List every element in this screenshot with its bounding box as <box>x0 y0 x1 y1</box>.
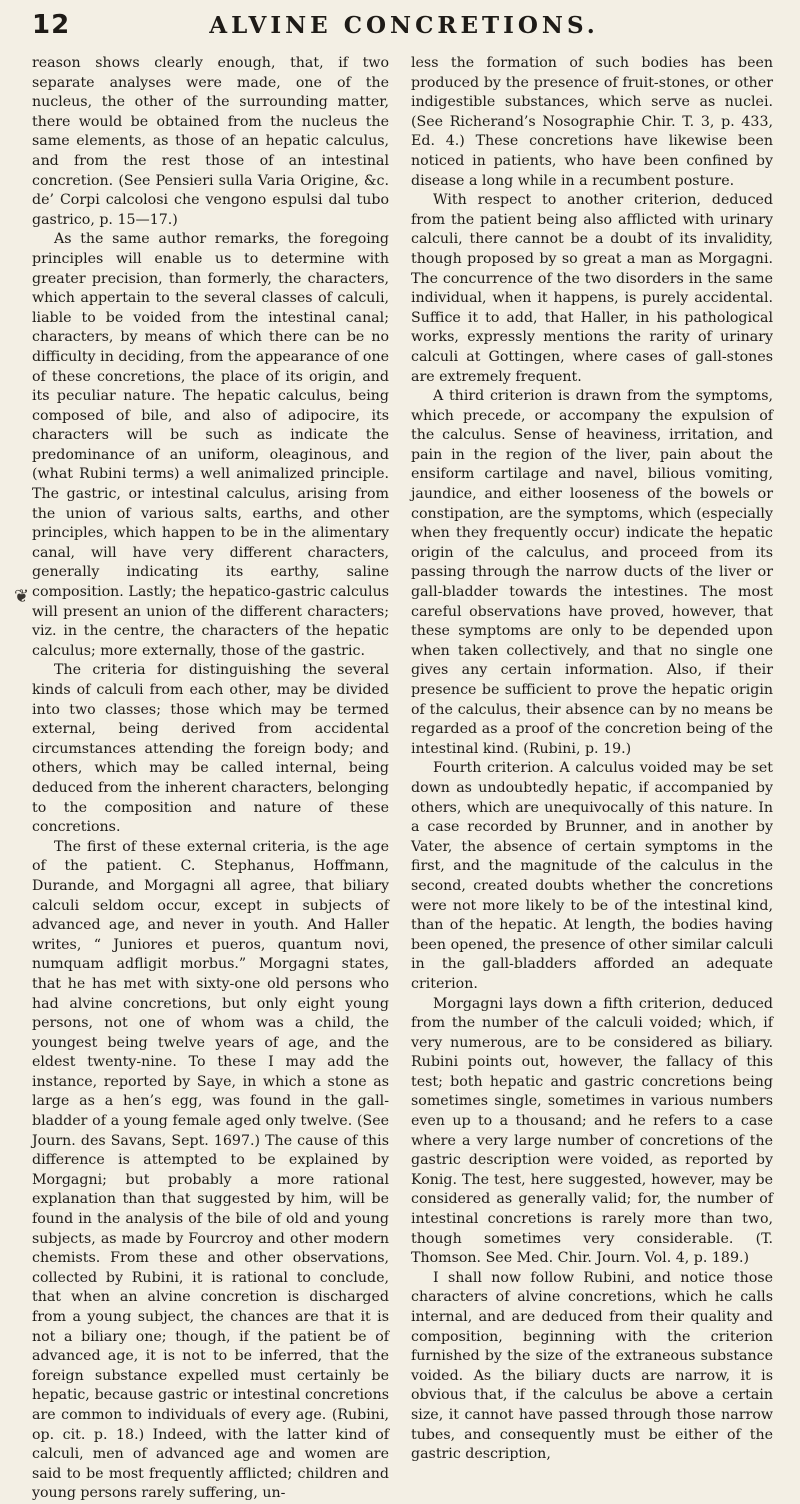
page-header <box>32 8 776 48</box>
paragraph: less the formation of such bodies has been produced by the presence of fruit-stones, or other indigestible substances, which serve as nuclei. (See Richerand’s Nosographie Chir. T. 3, p. 433, Ed. 4.) These concretions have likewise been noticed in patients, who have been confined by disease a long while in a recumbent posture. <box>411 55 773 189</box>
paragraph: As the same author remarks, the foregoing principles will enable us to determine with greater precision, than formerly, the characters, which appertain to the several classes of calculi, liable to be voided from the intestinal canal; characters, by means of which there can be no difficulty in deciding, from the appearance of one of these concretions, the place of its origin, and its peculiar nature. The hepatic calculus, being composed of bile, and also of adipocire, its characters will be such as indicate the predominance of an uniform, oleaginous, and (what Rubini terms) a well animalized principle. The gastric, or intestinal calculus, arising from the union of various salts, earths, and other principles, which happen to be in the alimentary canal, will have very different characters, generally indicating its earthy, saline composition. Lastly; the hepatico-gastric calculus will present an union of the different characters; viz. in the centre, the characters of the hepatic calculus; more externally, those of the gastric. <box>32 231 389 659</box>
left-column <box>32 54 389 1504</box>
paragraph: The first of these external criteria, is the age of the patient. C. Stephanus, Hoffmann, Durande, and Morgagni all agree, that biliary calculi seldom occur, except in subjects of advanced age, and never in youth. And Haller writes, “ Juniores et pueros, quantum novi, numquam adfligit morbus.” Morgagni states, that he has met with sixty-one old persons who had alvine concretions, but only eight young persons, not one of whom was a child, the youngest being twelve years of age, and the eldest twenty-nine. To these I may add the instance, reported by Saye, in which a stone as large as a hen’s egg, was found in the gall-bladder of a young female aged only twelve. (See Journ. des Savans, Sept. 1697.) The cause of this difference is attempted to be explained by Morgagni; but probably a more rational explanation than that suggested by him, will be found in the analysis of the bile of old and young subjects, as made by Fourcroy and other modern chemists. From these and other observations, collected by Rubini, it is rational to conclude, that when an alvine concretion is discharged from a young subject, the chances are that it is not a biliary one; though, if the patient be of advanced age, it is not to be inferred, that the foreign substance expelled must certainly be hepatic, because gastric or intestinal concretions are common to individuals of every age. (Rubini, op. cit. p. 18.) Indeed, with the latter kind of calculi, men of advanced age and women are said to be most frequently afflicted; children and young persons rarely suffering, un- <box>32 838 389 1502</box>
paragraph: reason shows clearly enough, that, if two separate analyses were made, one of the nucleus, the other of the surrounding matter, there would be obtained from the nucleus the same elements, as those of an hepatic calculus, and from the rest those of an intestinal concretion. (See Pensieri sulla Varia Origine, &c. de’ Corpi calcolosi che vengono espulsi dal tubo gastrico, p. 15—17.) <box>32 55 389 228</box>
paragraph: A third criterion is drawn from the symptoms, which precede, or accompany the expulsion of the calculus. Sense of heaviness, irritation, and pain in the region of the liver, pain about the ensiform cartilage and navel, bilious vomiting, jaundice, and either looseness of the bowels or constipation, are the symptoms, which (especially when they frequently occur) indicate the hepatic origin of the calculus, and proceed from its passing through the narrow ducts of the liver or gall-bladder towards the intestines. The most careful observations have proved, however, that these symptoms are only to be depended upon when taken collectively, and that no single one gives any certain information. Also, if their presence be sufficient to prove the hepatic origin of the calculus, their absence can by no means be regarded as a proof of the concretion being of the intestinal kind. (Rubini, p. 19.) <box>411 388 773 757</box>
margin-mark-icon: ❦ <box>14 586 30 607</box>
page-number: 12 <box>32 10 71 40</box>
paragraph: Fourth criterion. A calculus voided may be set down as undoubtedly hepatic, if accompanied by others, which are unequivocally of this nature. In a case recorded by Brunner, and in another by Vater, the absence of certain symptoms in the first, and the magnitude of the calculus in the second, created doubts whether the concretions were not more likely to be of the intestinal kind, than of the hepatic. At length, the bodies having been opened, the presence of other similar calculi in the gall-bladders afforded an adequate criterion. <box>411 760 773 992</box>
paragraph: The criteria for distinguishing the several kinds of calculi from each other, may be divided into two classes; those which may be termed external, being derived from accidental circumstances attending the foreign body; and others, which may be called internal, being deduced from the inherent characters, belonging to the composition and nature of these concretions. <box>32 662 389 836</box>
paragraph: I shall now follow Rubini, and notice those characters of alvine concretions, which he calls internal, and are deduced from their quality and composition, beginning with the criterion furnished by the size of the extraneous substance voided. As the biliary ducts are narrow, it is obvious that, if the calculus be above a certain size, it cannot have passed through those narrow tubes, and consequently must be either of the gastric description, <box>411 1269 773 1463</box>
paragraph: With respect to another criterion, deduced from the patient being also afflicted with urinary calculi, there cannot be a doubt of its invalidity, though proposed by so great a man as Morgagni. The concurrence of the two disorders in the same individual, when it happens, is purely accidental. Suffice it to add, that Haller, in his pathological works, expressly mentions the rarity of urinary calculi at Gottingen, where cases of gall-stones are extremely frequent. <box>411 192 773 385</box>
right-column <box>411 54 773 1465</box>
running-title: ALVINE CONCRETIONS. <box>209 12 599 39</box>
paragraph: Morgagni lays down a fifth criterion, deduced from the number of the calculi voided; which, if very numerous, are to be considered as biliary. Rubini points out, however, the fallacy of this test; both hepatic and gastric concretions being sometimes single, sometimes in various numbers even up to a thousand; and he refers to a case where a very large number of concretions of the gastric description were voided, as reported by Konig. The test, here suggested, however, may be considered as generally valid; for, the number of intestinal concretions is rarely more than two, though sometimes very considerable. (T. Thomson. See Med. Chir. Journ. Vol. 4, p. 189.) <box>411 995 773 1267</box>
